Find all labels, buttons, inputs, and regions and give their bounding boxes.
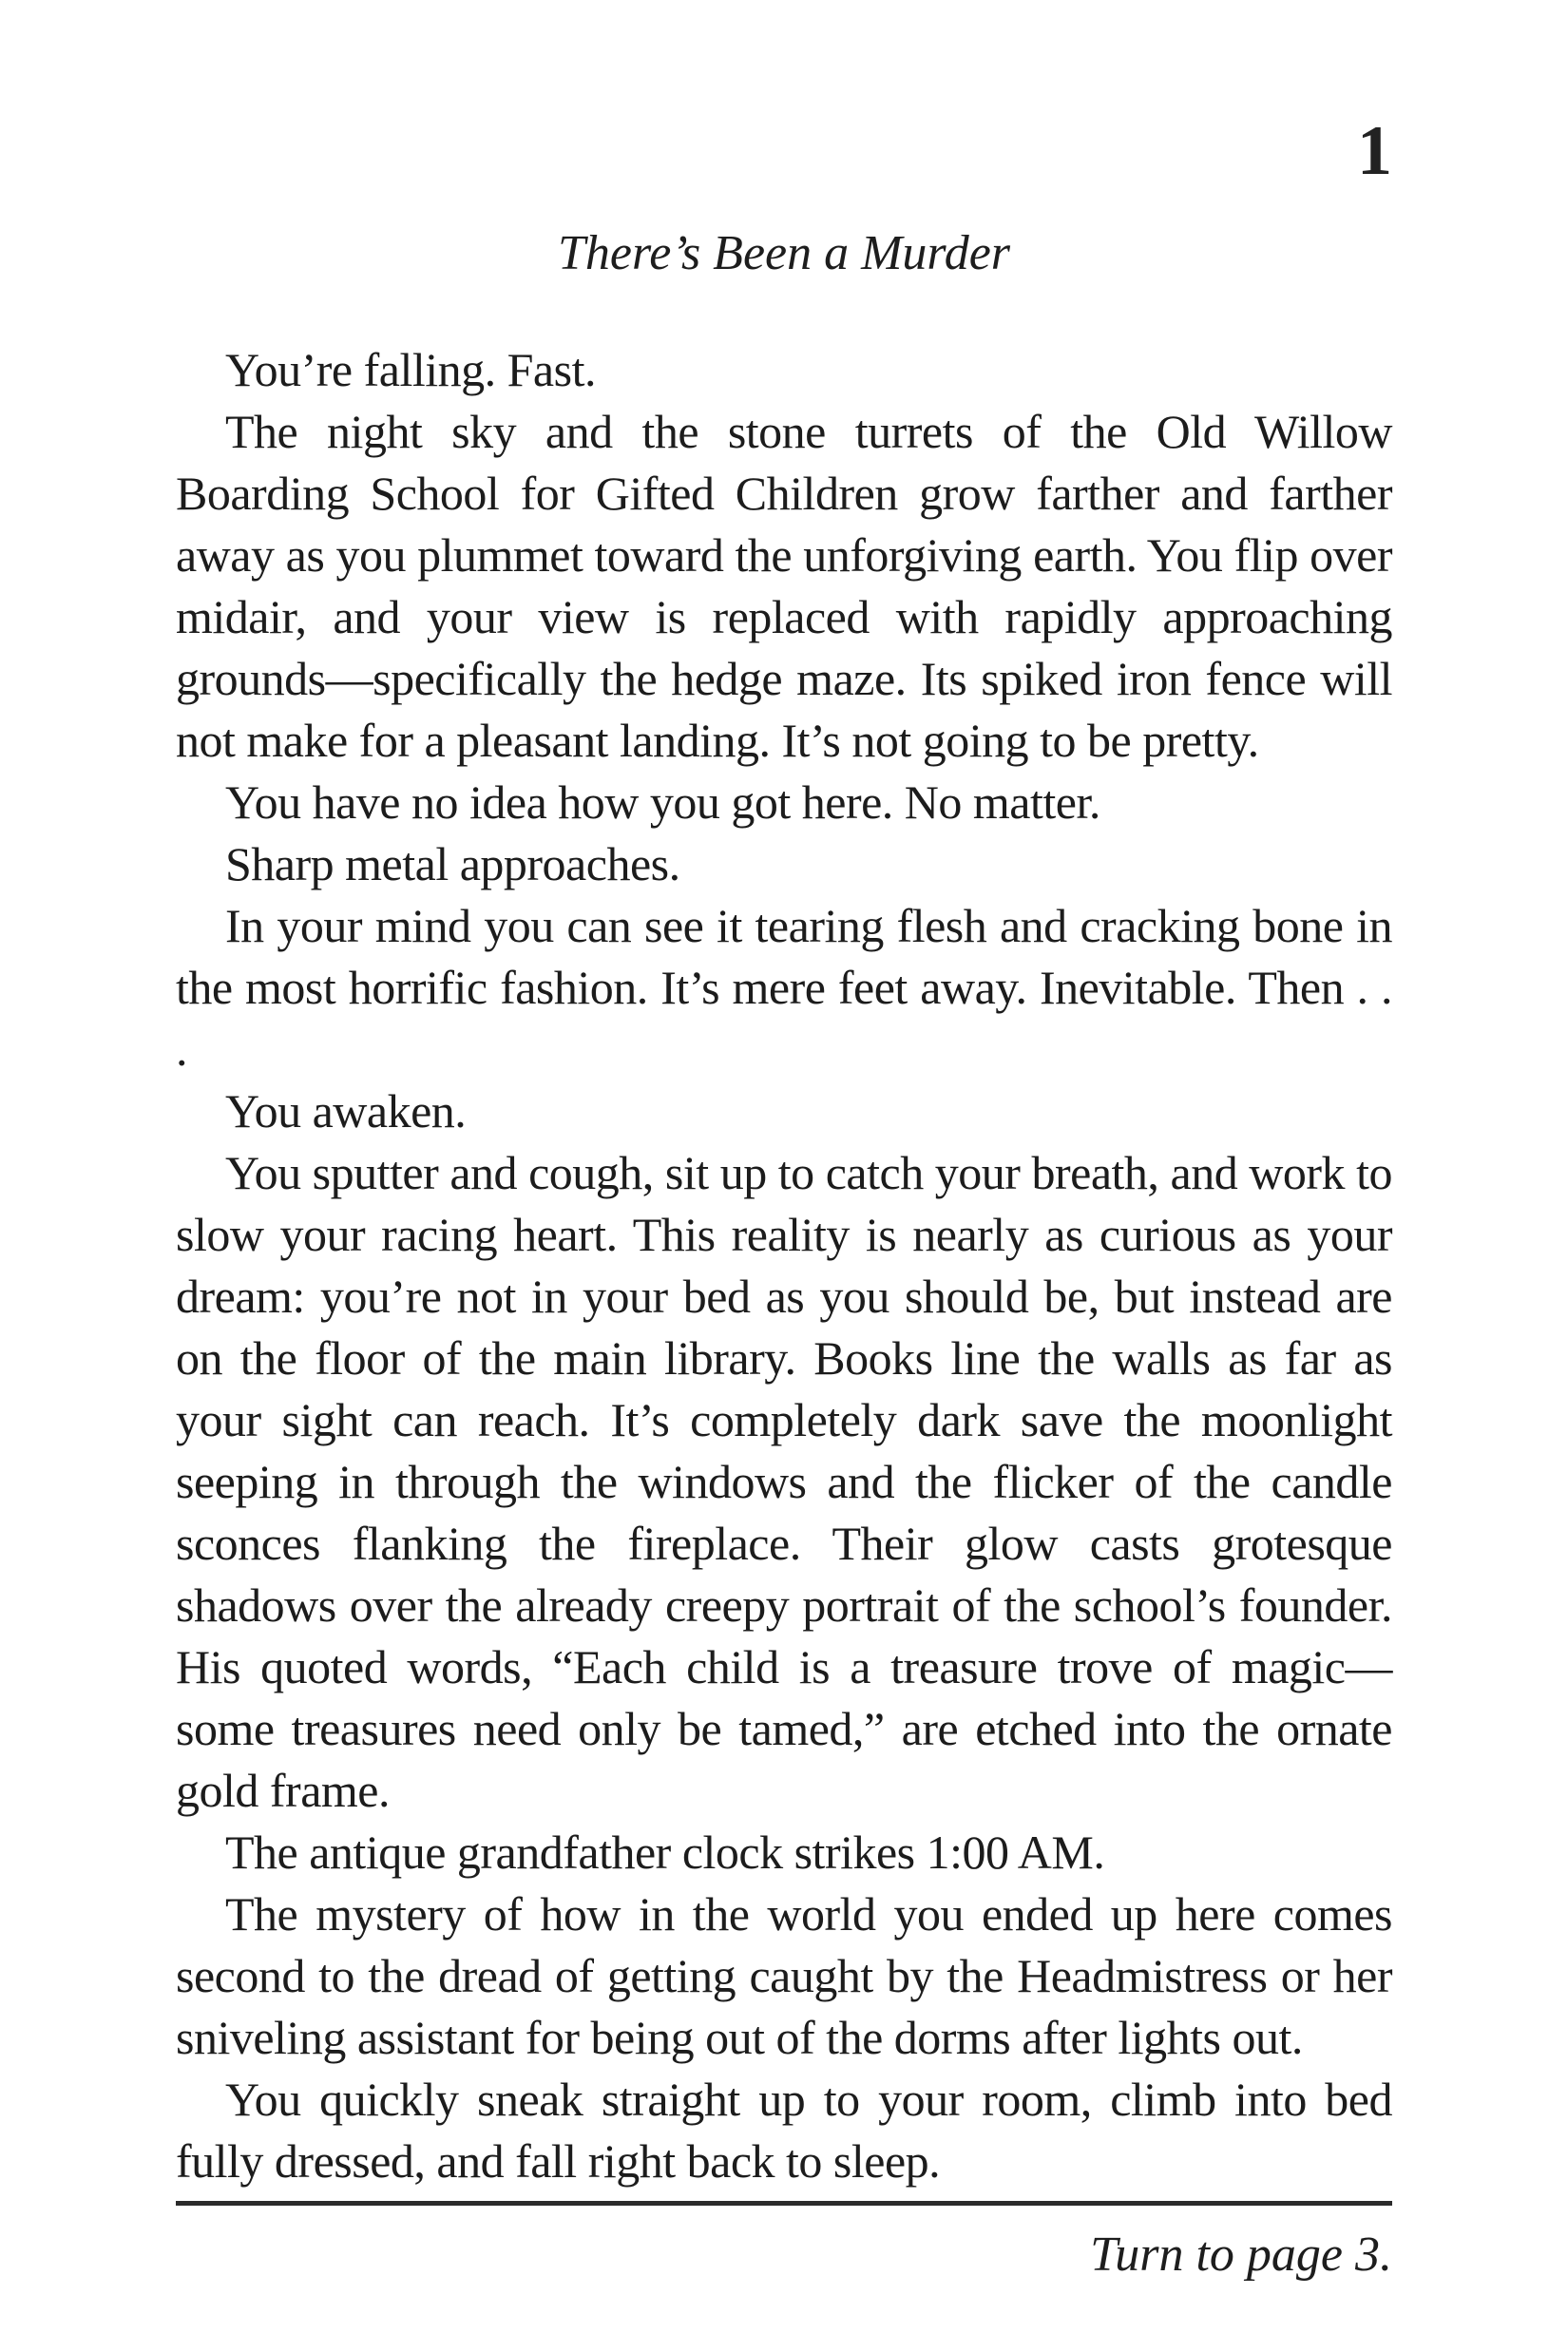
story-paragraph: Sharp metal approaches. [225, 837, 680, 891]
story-paragraph: You’re falling. Fast. [225, 343, 596, 397]
story-paragraph: The mystery of how in the world you ended up here comes second to the dread of getting caught by the Headmistress or her sniveling assistant for being out of the dorms after lights out. [176, 1887, 1392, 2065]
book-page [176, 0, 1392, 2352]
page-footer [176, 2201, 1392, 2284]
footer-divider [176, 2201, 1392, 2206]
turn-to-page-instruction: Turn to page 3. [1090, 2228, 1392, 2282]
chapter-title: There’s Been a Murder [557, 226, 1011, 280]
chapter-number: 1 [1357, 112, 1392, 190]
story-paragraph: The night sky and the stone turrets of the Old Willow Boarding School for Gifted Children grow farther and farther away as you plummet toward the unforgiving earth. You flip over midair, and your view is replaced with rapidly approaching grounds—specifically the hedge maze. Its spiked iron fence will not make for a pleasant landing. It’s not going to be pretty. [176, 405, 1392, 768]
story-paragraph: You sputter and cough, sit up to catch your breath, and work to slow your racing heart. This reality is nearly as curious as your dream: you’re not in your bed as you should be, but instead are on the floor of the main library. Books line the walls as far as your sight can reach. It’s completely dark save the moonlight seeping in through the windows and the flicker of the candle sconces flanking the fireplace. Their glow casts grotesque shadows over the already creepy portrait of the school’s founder. His quoted words, “Each child is a treasure trove of magic—some treasures need only be tamed,” are etched into the ornate gold frame. [176, 1146, 1392, 1818]
story-paragraph: The antique grandfather clock strikes 1:00 AM. [225, 1826, 1105, 1880]
story-paragraph: You quickly sneak straight up to your room, climb into bed fully dressed, and fall right back to sleep. [176, 2073, 1392, 2189]
story-paragraph: You have no idea how you got here. No matter. [225, 775, 1100, 830]
story-paragraph: You awaken. [225, 1084, 467, 1138]
story-paragraph: In your mind you can see it tearing flesh and cracking bone in the most horrific fashion. It’s mere feet away. Inevitable. Then . . . [176, 899, 1392, 1077]
story-body [176, 339, 1392, 2192]
